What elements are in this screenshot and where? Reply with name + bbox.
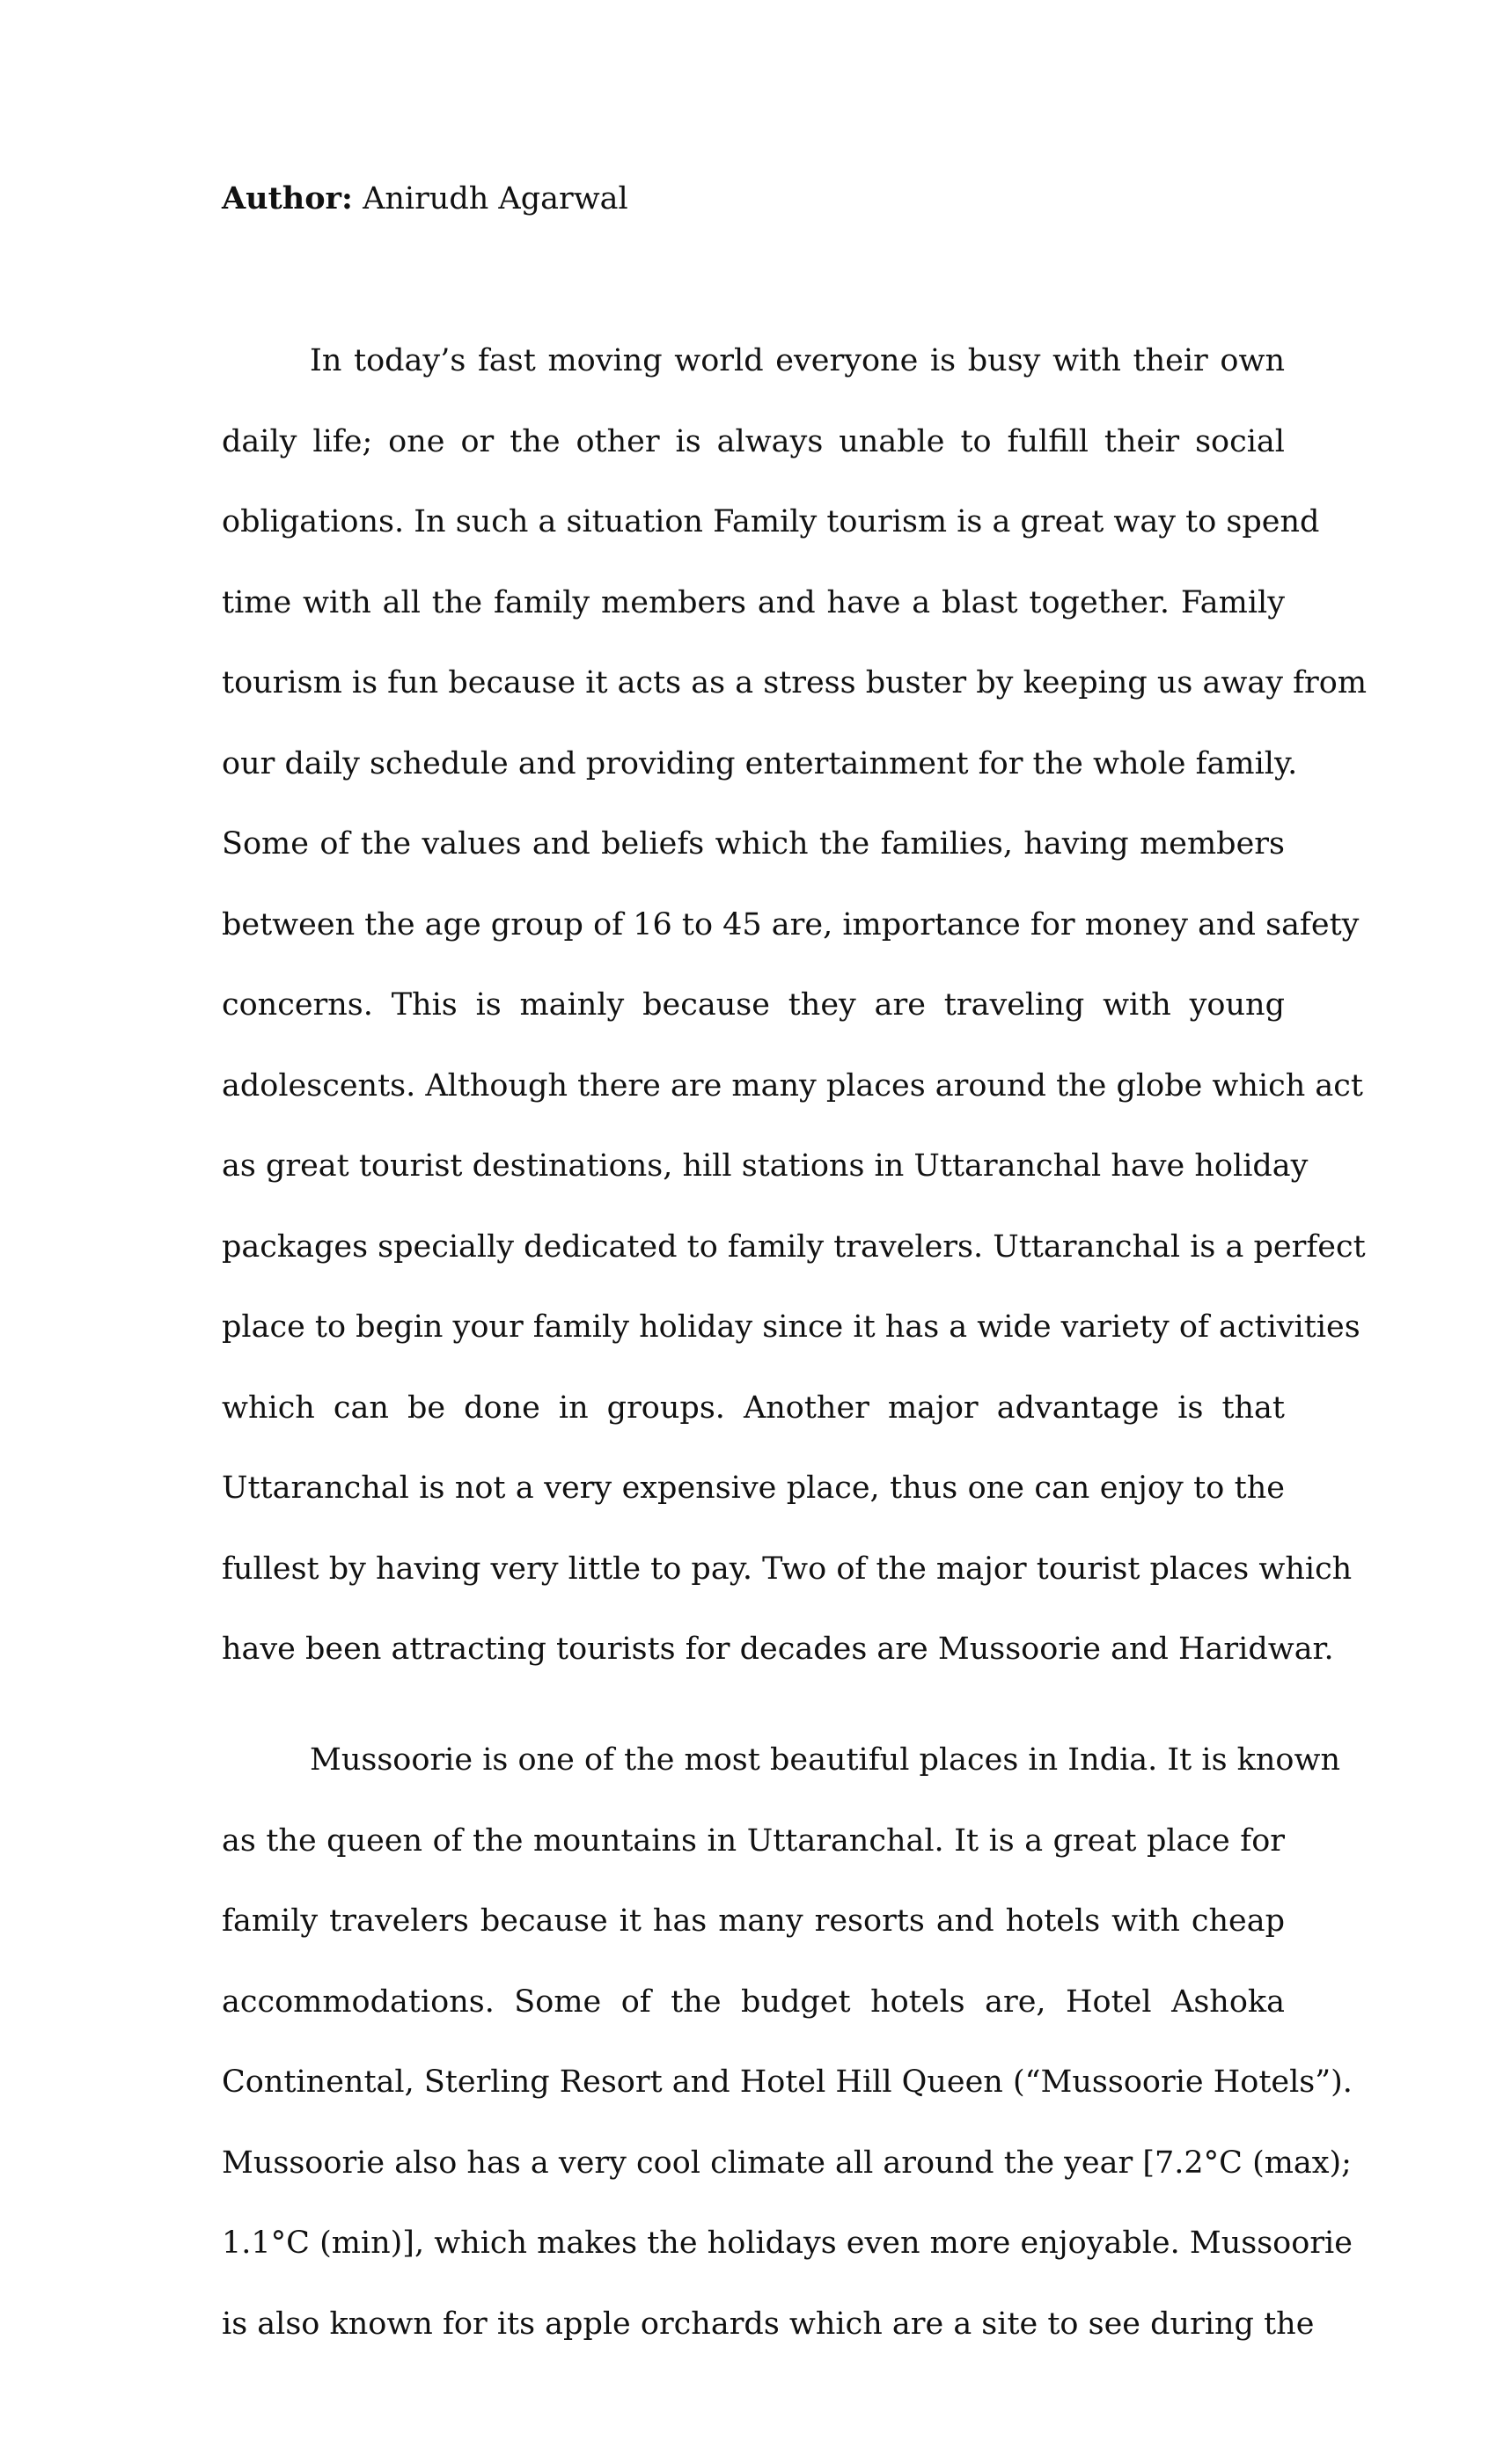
paragraph-line: tourism is fun because it acts as a stress buster by keeping us away from — [222, 665, 1368, 700]
author-name: Anirudh Agarwal — [363, 181, 628, 216]
paragraph-line: Some of the values and beliefs which the families, having members — [222, 826, 1285, 862]
paragraph-line: our daily schedule and providing entertainment for the whole family. — [222, 745, 1298, 781]
author-line — [222, 178, 628, 220]
author-label: Author: — [222, 180, 353, 216]
paragraph-line: packages specially dedicated to family travelers. Uttaranchal is a perfect — [222, 1228, 1366, 1265]
paragraph-mussoorie — [222, 1739, 1353, 2383]
paragraph-line: adolescents. Although there are many places around the globe which act — [222, 1067, 1363, 1104]
paragraph-line: Uttaranchal is not a very expensive place, thus one can enjoy to the — [222, 1470, 1285, 1506]
paragraph-line: time with all the family members and have a blast together. Family — [222, 584, 1285, 620]
paragraph-line: concerns. This is mainly because they are traveling with young — [222, 987, 1285, 1023]
paragraph-line: 1.1°C (min)], which makes the holidays even more enjoyable. Mussoorie — [222, 2226, 1353, 2261]
paragraph-line: Mussoorie is one of the most beautiful places in India. It is known — [310, 1742, 1340, 1778]
paragraph-line: Continental, Sterling Resort and Hotel Hill Queen (“Mussoorie Hotels”). — [222, 2064, 1353, 2100]
paragraph-line: Mussoorie also has a very cool climate all around the year [7.2°C (max); — [222, 2145, 1352, 2181]
paragraph-line: accommodations. Some of the budget hotels are, Hotel Ashoka — [222, 1984, 1285, 2020]
paragraph-family-tourism — [222, 340, 1368, 1709]
paragraph-line: which can be done in groups. Another major advantage is that — [222, 1390, 1285, 1426]
paragraph-line: fullest by having very little to pay. Two of the major tourist places which — [222, 1551, 1353, 1587]
paragraph-line: obligations. In such a situation Family tourism is a great way to spend — [222, 504, 1320, 539]
paragraph-line: In today’s fast moving world everyone is busy with their own — [310, 343, 1285, 378]
paragraph-line: daily life; one or the other is always unable to fulfill their social — [222, 423, 1285, 459]
paragraph-line: place to begin your family holiday since it has a wide variety of activities — [222, 1309, 1360, 1345]
paragraph-line: is also known for its apple orchards which are a site to see during the — [222, 2306, 1315, 2342]
paragraph-line: as the queen of the mountains in Uttaranchal. It is a great place for — [222, 1822, 1285, 1859]
paragraph-line: as great tourist destinations, hill stations in Uttaranchal have holiday — [222, 1148, 1309, 1184]
paragraph-line: have been attracting tourists for decades are Mussoorie and Haridwar. — [222, 1632, 1334, 1667]
paragraph-line: between the age group of 16 to 45 are, importance for money and safety — [222, 906, 1360, 942]
paragraph-line: family travelers because it has many resorts and hotels with cheap — [222, 1903, 1285, 1939]
